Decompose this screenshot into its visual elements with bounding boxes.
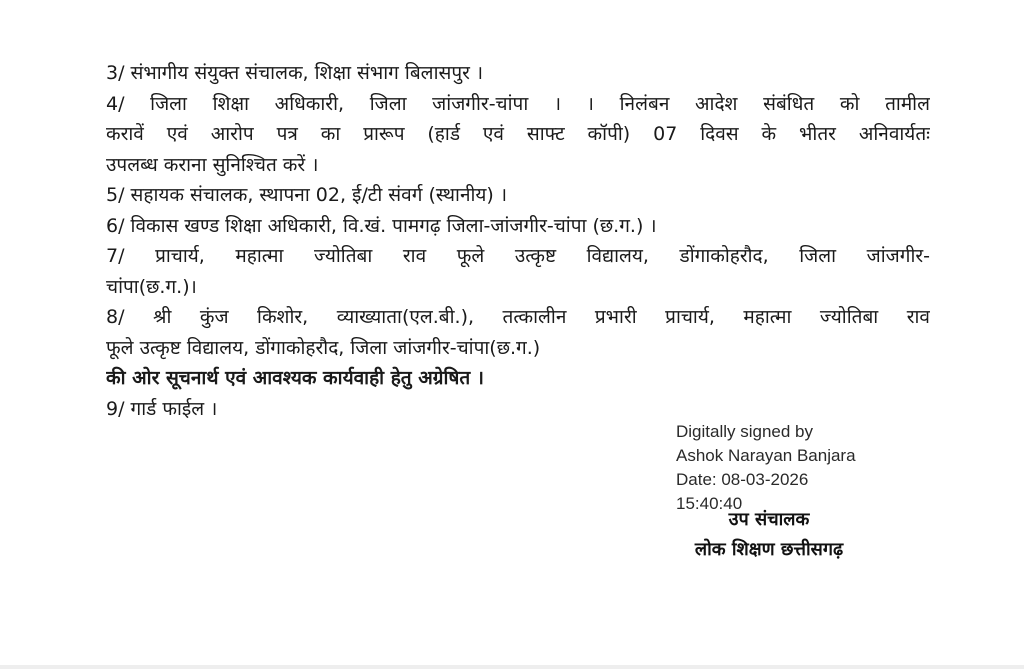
list-item-3: 3/ संभागीय संयुक्त संचालक, शिक्षा संभाग बिलासपुर । [106, 62, 484, 84]
list-item-4-line-2: करावें एवं आरोप पत्र का प्रारूप (हार्ड एवं साफ्ट कॉपी) 07 दिवस के भीतर अनिवार्यतः [106, 123, 930, 145]
forwarding-note: की ओर सूचनार्थ एवं आवश्यक कार्यवाही हेतु अग्रेषित । [106, 367, 485, 389]
list-item-4-line-1: 4/ जिला शिक्षा अधिकारी, जिला जांजगीर-चांपा । । निलंबन आदेश संबंधित को तामील [106, 92, 930, 115]
signature-time: 15:40:40 [676, 494, 743, 513]
list-item-5: 5/ सहायक संचालक, स्थापना 02, ई/टी संवर्ग (स्थानीय) । [106, 184, 508, 206]
list-item-8-line-1: 8/ श्री कुंज किशोर, व्याख्याता(एल.बी.), तत्कालीन प्रभारी प्राचार्य, महात्मा ज्योतिबा राव [106, 306, 930, 328]
list-item-6: 6/ विकास खण्ड शिक्षा अधिकारी, वि.खं. पामगढ़ जिला-जांजगीर-चांपा (छ.ग.) । [106, 214, 657, 237]
page-bottom-edge [0, 665, 1024, 669]
list-item-7-line-1: 7/ प्राचार्य, महात्मा ज्योतिबा राव फूले उत्कृष्ट विद्यालय, डोंगाकोहरौद, जिला जांजगीर- [106, 245, 930, 267]
designation-block [646, 505, 892, 565]
list-item-7-line-2: चांपा(छ.ग.)। [106, 275, 197, 298]
digital-signature-block [676, 420, 856, 516]
signature-line-1: Digitally signed by [676, 422, 814, 441]
designation-title: उप संचालक [728, 509, 810, 530]
list-item-8-line-2: फूले उत्कृष्ट विद्यालय, डोंगाकोहरौद, जिला जांजगीर-चांपा(छ.ग.) [106, 336, 541, 359]
list-item-4-line-3: उपलब्ध कराना सुनिश्चित करें । [106, 153, 319, 176]
distribution-list [106, 58, 930, 424]
signature-date: Date: 08-03-2026 [676, 470, 809, 489]
list-item-9: 9/ गार्ड फाईल । [106, 397, 218, 420]
signer-name: Ashok Narayan Banjara [676, 446, 856, 465]
designation-office: लोक शिक्षण छत्तीसगढ़ [694, 539, 844, 560]
